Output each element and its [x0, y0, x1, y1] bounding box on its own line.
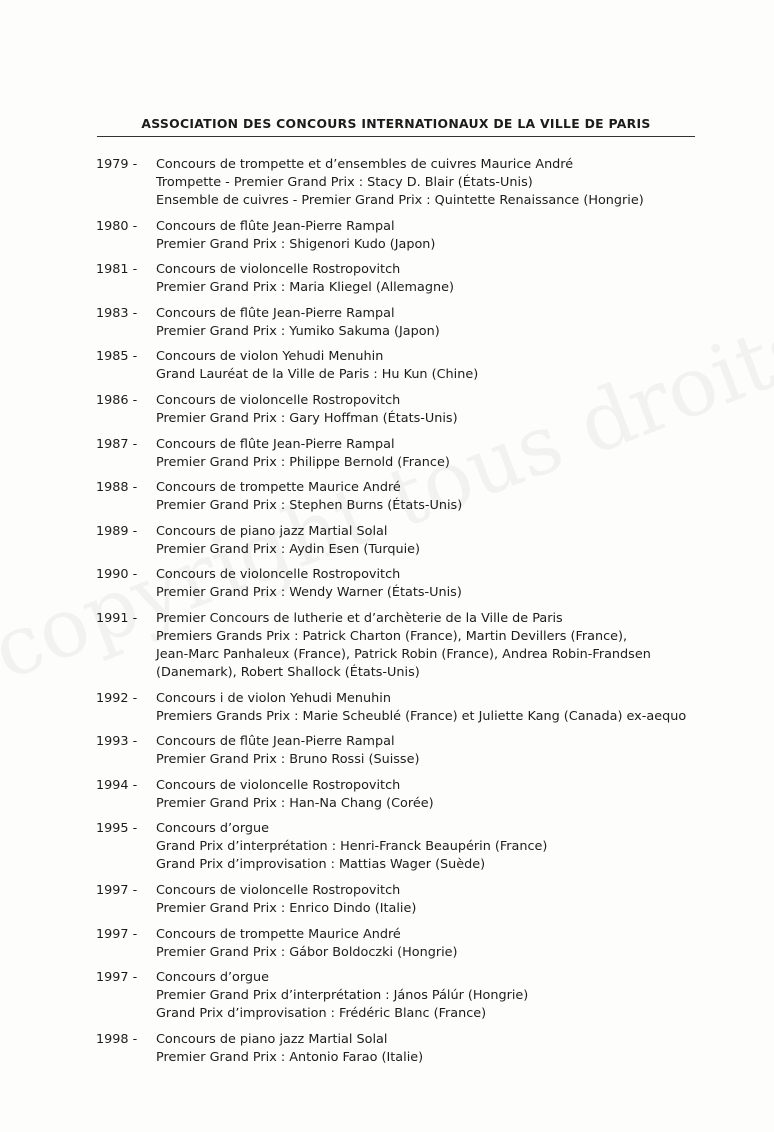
award-line: Premier Grand Prix : Gary Hoffman (États-Unis) [156, 410, 458, 426]
award-line: Premier Grand Prix : Yumiko Sakuma (Japon) [156, 323, 440, 339]
list-item [96, 690, 736, 726]
award-line: Grand Prix d’improvisation : Mattias Wager (Suède) [156, 857, 486, 873]
award-line: Premier Grand Prix : Shigenori Kudo (Japon) [156, 236, 436, 252]
award-line: Premier Grand Prix : Aydin Esen (Turquie) [156, 541, 421, 557]
competition-name: Concours de flûte Jean-Pierre Rampal [156, 218, 395, 234]
award-line: Grand Lauréat de la Ville de Paris : Hu Kun (Chine) [156, 367, 479, 383]
entry-year: 1997 - [96, 882, 138, 898]
entry-year: 1991 - [96, 610, 138, 626]
entry-lines [156, 882, 736, 918]
entry-year: 1985 - [96, 349, 138, 365]
entry-lines [156, 690, 736, 726]
entry-lines [156, 305, 736, 341]
award-line: Premier Grand Prix : Antonio Farao (Italie) [156, 1049, 424, 1065]
list-item [96, 392, 736, 428]
entry-year: 1981 - [96, 262, 138, 278]
competition-name: Concours de trompette Maurice André [156, 480, 401, 496]
competition-name: Concours de violoncelle Rostropovitch [156, 392, 401, 408]
award-line: Premier Grand Prix : Stephen Burns (États-Unis) [156, 498, 463, 514]
competition-name: Concours de trompette et d’ensembles de cuivres Maurice André [156, 157, 574, 172]
award-line: Premier Grand Prix d’interprétation : János Pálúr (Hongrie) [156, 988, 529, 1004]
list-item [96, 820, 736, 874]
award-line: (Danemark), Robert Shallock (États-Unis) [156, 664, 420, 680]
award-line: Premier Grand Prix : Philippe Bernold (France) [156, 454, 450, 470]
entry-year: 1997 - [96, 970, 138, 986]
entry-year: 1979 - [96, 157, 138, 172]
entry-lines [156, 969, 736, 1023]
list-item [96, 610, 736, 682]
entry-lines [156, 733, 736, 769]
entry-lines [156, 479, 736, 515]
list-item [96, 926, 736, 962]
competition-name: Concours de flûte Jean-Pierre Rampal [156, 305, 395, 321]
competition-name: Concours de trompette Maurice André [156, 926, 401, 942]
competition-name: Concours de flûte Jean-Pierre Rampal [156, 734, 395, 750]
entry-year: 1994 - [96, 777, 138, 793]
entry-year: 1992 - [96, 690, 138, 706]
competition-name: Concours de violoncelle Rostropovitch [156, 777, 401, 793]
award-line: Premier Grand Prix : Enrico Dindo (Italie) [156, 900, 417, 916]
page-header: ASSOCIATION DES CONCOURS INTERNATIONAUX DE LA VILLE DE PARIS [97, 116, 695, 137]
competition-name: Concours de violoncelle Rostropovitch [156, 882, 401, 898]
list-item [96, 1031, 736, 1067]
competition-name: Concours de violon Yehudi Menuhin [156, 349, 384, 365]
competition-name: Concours d’orgue [156, 970, 270, 986]
award-line: Trompette - Premier Grand Prix : Stacy D. Blair (États-Unis) [156, 175, 533, 190]
list-item [96, 436, 736, 472]
entry-lines [156, 261, 736, 297]
competition-name: Concours de piano jazz Martial Solal [156, 1031, 388, 1047]
award-line: Premier Grand Prix : Gábor Boldoczki (Hongrie) [156, 944, 458, 960]
award-line: Premiers Grands Prix : Patrick Charton (France), Martin Devillers (France), [156, 628, 628, 644]
entry-year: 1993 - [96, 734, 138, 750]
competition-name: Concours d’orgue [156, 821, 270, 837]
entry-year: 1983 - [96, 305, 138, 321]
entry-lines [156, 436, 736, 472]
entry-year: 1998 - [96, 1031, 138, 1047]
competition-name: Concours de flûte Jean-Pierre Rampal [156, 436, 395, 452]
entry-lines [156, 926, 736, 962]
competition-name: Concours de violoncelle Rostropovitch [156, 262, 401, 278]
entry-year: 1997 - [96, 926, 138, 942]
list-item [96, 348, 736, 384]
entry-year: 1980 - [96, 218, 138, 234]
award-line: Premier Grand Prix : Wendy Warner (États-Unis) [156, 585, 462, 601]
entry-lines [156, 156, 736, 210]
entry-lines [156, 1031, 736, 1067]
list-item [96, 156, 736, 210]
award-line: Grand Prix d’improvisation : Frédéric Blanc (France) [156, 1006, 487, 1022]
award-line: Premiers Grands Prix : Marie Scheublé (France) et Juliette Kang (Canada) ex-aequo [156, 708, 687, 724]
competition-name: Concours de piano jazz Martial Solal [156, 523, 388, 539]
entry-year: 1988 - [96, 480, 138, 496]
entry-lines [156, 610, 736, 682]
award-line: Jean-Marc Panhaleux (France), Patrick Robin (France), Andrea Robin-Frandsen [156, 646, 651, 662]
entry-lines [156, 820, 736, 874]
entry-year: 1990 - [96, 567, 138, 583]
competition-name: Concours i de violon Yehudi Menuhin [156, 690, 391, 706]
award-list [96, 156, 736, 1074]
list-item [96, 777, 736, 813]
award-line: Premier Grand Prix : Maria Kliegel (Allemagne) [156, 280, 454, 296]
competition-name: Concours de violoncelle Rostropovitch [156, 567, 401, 583]
entry-year: 1987 - [96, 436, 138, 452]
award-line: Premier Grand Prix : Han-Na Chang (Corée) [156, 795, 434, 811]
entry-lines [156, 218, 736, 254]
award-line: Grand Prix d’interprétation : Henri-Franck Beaupérin (France) [156, 839, 548, 855]
award-line: Premier Grand Prix : Bruno Rossi (Suisse) [156, 752, 420, 768]
list-item [96, 305, 736, 341]
list-item [96, 969, 736, 1023]
list-item [96, 218, 736, 254]
list-item [96, 733, 736, 769]
entry-year: 1995 - [96, 821, 138, 837]
entry-lines [156, 566, 736, 602]
list-item [96, 882, 736, 918]
list-item [96, 261, 736, 297]
entry-lines [156, 777, 736, 813]
list-item [96, 479, 736, 515]
entry-lines [156, 523, 736, 559]
list-item [96, 523, 736, 559]
list-item [96, 566, 736, 602]
award-line: Ensemble de cuivres - Premier Grand Prix : Quintette Renaissance (Hongrie) [156, 193, 644, 208]
entry-year: 1989 - [96, 523, 138, 539]
competition-name: Premier Concours de lutherie et d’archèterie de la Ville de Paris [156, 610, 563, 626]
entry-lines [156, 392, 736, 428]
entry-year: 1986 - [96, 392, 138, 408]
entry-lines [156, 348, 736, 384]
